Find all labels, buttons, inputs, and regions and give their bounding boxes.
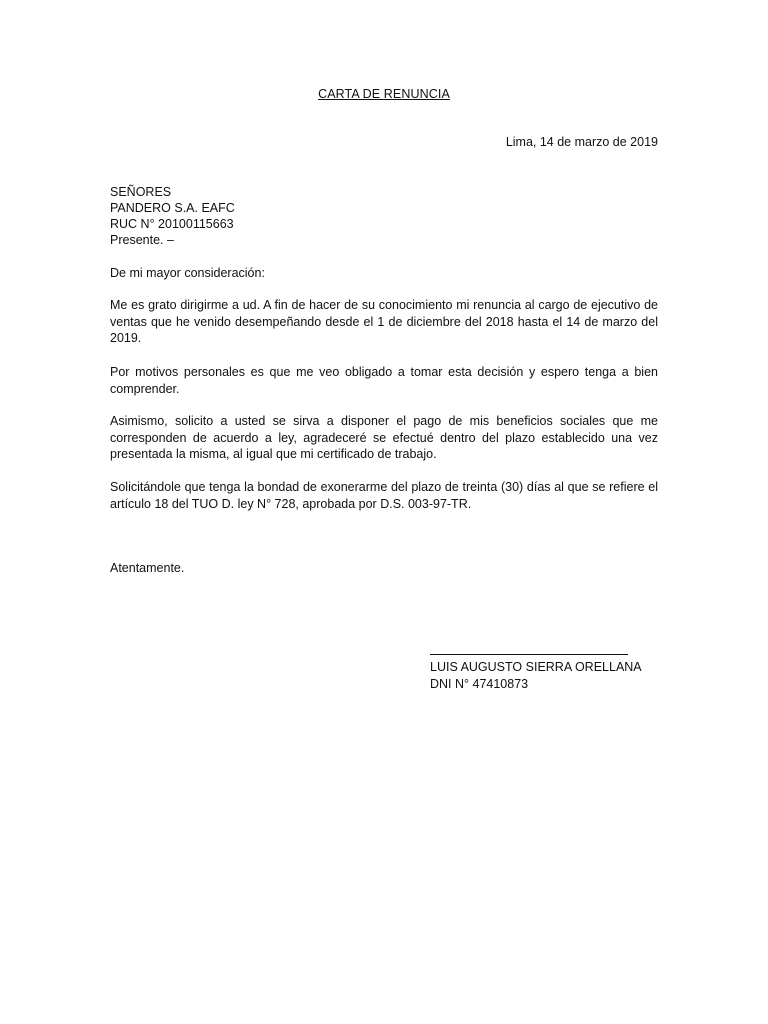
signatory-id: DNI N° 47410873 <box>430 677 529 691</box>
body-paragraph: Por motivos personales es que me veo obligado a tomar esta decisión y espero tenga a bien comprender. <box>110 365 658 396</box>
letter-title: CARTA DE RENUNCIA <box>318 87 450 101</box>
addressee-line: RUC N° 20100115663 <box>110 217 234 231</box>
signature-line <box>430 654 628 655</box>
addressee-line: SEÑORES <box>110 185 172 199</box>
addressee-line: Presente. – <box>110 233 174 247</box>
body-paragraph: Me es grato dirigirme a ud. A fin de hacer de su conocimiento mi renuncia al cargo de ejecutivo de ventas que he venido desempeñando desde el 1 de diciembre del 2018 hasta el 14 de marzo del 2019. <box>110 298 658 345</box>
body-paragraph: Solicitándole que tenga la bondad de exonerarme del plazo de treinta (30) días al que se refiere el artículo 18 del TUO D. ley N° 728, aprobada por D.S. 003-97-TR. <box>110 480 658 511</box>
signatory-name: LUIS AUGUSTO SIERRA ORELLANA <box>430 660 642 674</box>
addressee-line: PANDERO S.A. EAFC <box>110 201 235 215</box>
addressee-block <box>110 184 235 248</box>
body-paragraph: Asimismo, solicito a usted se sirva a disponer el pago de mis beneficios sociales que me corresponden de acuerdo a ley, agradeceré se efectué dentro del plazo establecido una vez presentada la misma, al igual que mi certificado de trabajo. <box>110 414 658 461</box>
salutation: De mi mayor consideración: <box>110 266 265 280</box>
date-line: Lima, 14 de marzo de 2019 <box>505 135 658 149</box>
closing: Atentamente. <box>110 561 185 575</box>
